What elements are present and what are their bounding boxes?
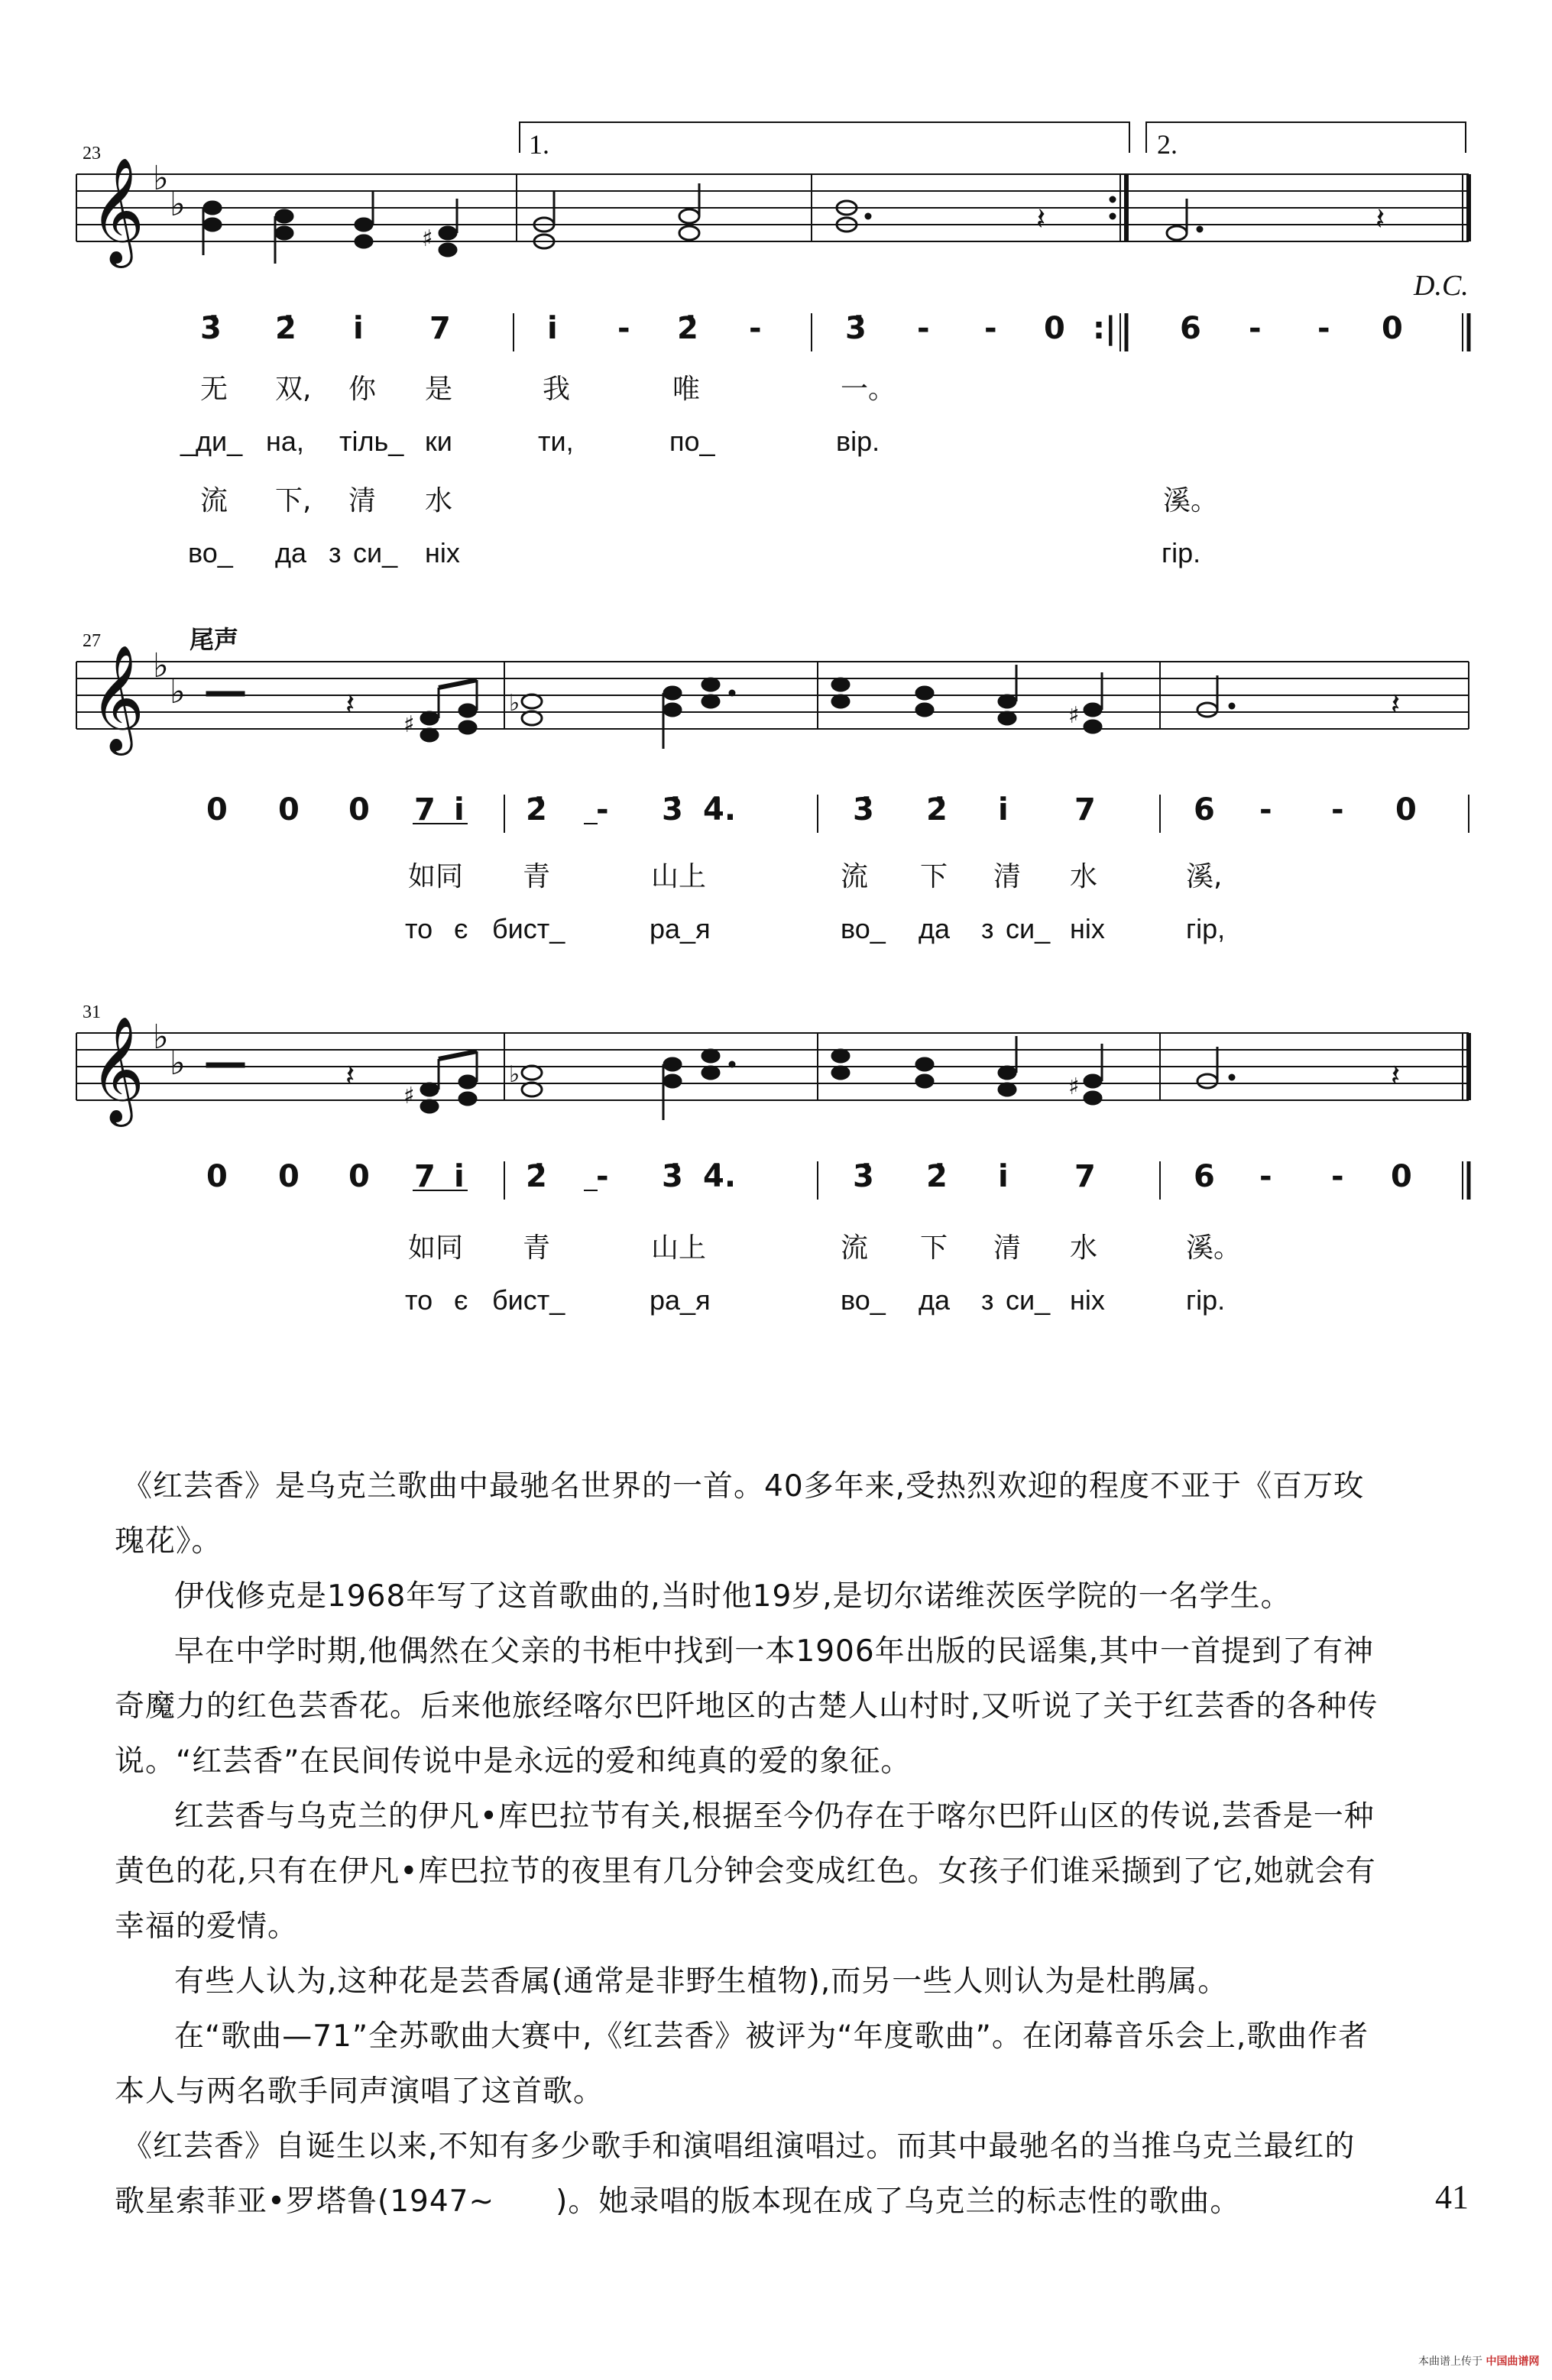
jianpu-note: 0: [278, 792, 300, 827]
svg-text:♭: ♭: [509, 1061, 520, 1088]
lyric: 唯: [672, 374, 701, 405]
article-text: [115, 1459, 1475, 2229]
paragraph: 伊伐修克是1968年写了这首歌曲的,当时他19岁,是切尔诺维茨医学院的一名学生。: [174, 1579, 1291, 1614]
paragraph: 瑰花》。: [115, 1524, 222, 1559]
paragraph: 红芸香与乌克兰的伊凡•库巴拉节有关,根据至今仍存在于喀尔巴阡山区的传说,芸香是一种: [174, 1799, 1375, 1834]
paragraph: 早在中学时期,他偶然在父亲的书柜中找到一本1906年出版的民谣集,其中一首提到了有神: [174, 1634, 1375, 1669]
lyric: з: [981, 913, 994, 944]
lyric: то: [405, 913, 433, 944]
jianpu-note: 0: [348, 1159, 370, 1194]
lyric: да: [919, 1284, 951, 1316]
jianpu-note: 7: [1074, 1159, 1096, 1194]
lyric: ти,: [538, 426, 574, 457]
paragraph: 黄色的花,只有在伊凡•库巴拉节的夜里有几分钟会变成红色。女孩子们谁采撷到了它,她就会有: [115, 1854, 1376, 1889]
jianpu-note: 2̇: [526, 1159, 547, 1194]
jianpu-note: 0: [1395, 792, 1417, 827]
svg-text:𝄽: 𝄽: [345, 687, 355, 722]
lyric: 水: [1070, 1232, 1098, 1264]
lyric: 下: [920, 1232, 948, 1264]
jianpu-note: 3̇: [853, 792, 874, 827]
volta-1-label: 1.: [529, 129, 549, 160]
paragraph: 有些人认为,这种花是芸香属(通常是非野生植物),而另一些人则认为是杜鹃属。: [174, 1964, 1229, 1999]
lyric: 青: [523, 861, 551, 892]
jianpu-dash: -: [984, 311, 997, 346]
lyric: 流: [200, 485, 228, 516]
jianpu-note: 7: [414, 792, 436, 827]
jianpu-note: 3̇: [853, 1159, 874, 1194]
dc-marking: D.C.: [1414, 270, 1469, 302]
volta-2-label: 2.: [1157, 129, 1178, 160]
jianpu-note: i̇: [998, 1159, 1009, 1194]
jianpu-note: 3̇: [662, 792, 683, 827]
paragraph: 本人与两名歌手同声演唱了这首歌。: [115, 2074, 604, 2109]
lyric: 下,: [275, 485, 312, 516]
jianpu-note: 0: [1382, 311, 1403, 346]
jianpu-note: 2̇: [526, 792, 547, 827]
paragraph: 《红芸香》是乌克兰歌曲中最驰名世界的一首。40多年来,受热烈欢迎的程度不亚于《百万玫: [122, 1469, 1365, 1504]
jianpu-note: 6: [1194, 1159, 1215, 1194]
lyric: з: [981, 1284, 994, 1316]
lyric: 清: [993, 861, 1022, 892]
jianpu-note: 3̇: [200, 311, 222, 346]
lyric: во_: [841, 913, 886, 944]
svg-text:𝄽: 𝄽: [1036, 202, 1046, 237]
svg-text:♯: ♯: [403, 711, 415, 738]
jianpu-row-2: [0, 792, 1552, 840]
lyric: 水: [1070, 861, 1098, 892]
svg-text:♭: ♭: [153, 159, 169, 198]
svg-text:♭: ♭: [509, 690, 520, 717]
lyric: _ди_: [180, 426, 243, 457]
jianpu-note: 7: [414, 1159, 436, 1194]
jianpu-note: 2̇: [926, 792, 948, 827]
svg-text:♯: ♯: [1068, 702, 1080, 729]
jianpu-note: 0: [206, 1159, 228, 1194]
lyric: во_: [188, 537, 233, 568]
lyric: 山上: [651, 861, 707, 892]
jianpu-dash: -: [1249, 311, 1262, 346]
lyric: то: [405, 1284, 433, 1316]
lyric: 山上: [651, 1232, 707, 1264]
jianpu-note: 0: [1044, 311, 1065, 346]
svg-text:𝄽: 𝄽: [1375, 202, 1385, 237]
lyric: 溪。: [1163, 485, 1219, 516]
jianpu-note: 2̇: [926, 1159, 948, 1194]
lyric: ра_я: [650, 1284, 711, 1316]
lyric: 一。: [841, 374, 896, 405]
jianpu-dash: -: [1331, 1159, 1344, 1194]
jianpu-dash: -: [596, 1159, 609, 1194]
lyric: по_: [669, 426, 715, 457]
footer-brand: 中国曲谱网: [1486, 2356, 1540, 2368]
jianpu-dash: -: [617, 311, 630, 346]
lyric: 溪。: [1186, 1232, 1242, 1264]
lyric: є: [454, 913, 468, 944]
lyric: 我: [543, 374, 571, 405]
lyric: си_: [1006, 913, 1051, 944]
svg-text:♭: ♭: [170, 672, 186, 711]
jianpu-row-3: [0, 1161, 1552, 1207]
jianpu-note: 4̇.: [703, 792, 737, 827]
jianpu-dash: -: [596, 792, 609, 827]
svg-text:♯: ♯: [422, 225, 433, 252]
lyric: 如同: [408, 861, 464, 892]
jianpu-note: 3̇: [662, 1159, 683, 1194]
lyric: 是: [425, 374, 453, 405]
lyric: 下: [920, 861, 948, 892]
footer-watermark: [1418, 2353, 1539, 2369]
jianpu-note: 7: [429, 311, 451, 346]
svg-text:♯: ♯: [1068, 1073, 1080, 1100]
lyric: на,: [266, 426, 304, 457]
lyric: ра_я: [650, 913, 711, 944]
paragraph: 《红芸香》自诞生以来,不知有多少歌手和演唱组演唱过。而其中最驰名的当推乌克兰最红的: [122, 2129, 1356, 2164]
jianpu-note: 0: [206, 792, 228, 827]
svg-text:𝄞: 𝄞: [90, 1016, 144, 1122]
paragraph: 说。“红芸香”在民间传说中是永远的爱和纯真的爱的象征。: [115, 1744, 912, 1779]
paragraph: 奇魔力的红色芸香花。后来他旅经喀尔巴阡地区的古楚人山村时,又听说了关于红芸香的各种传: [115, 1689, 1379, 1724]
jianpu-row-1: [0, 313, 1552, 359]
svg-text:𝄞: 𝄞: [90, 157, 144, 264]
svg-text:𝄽: 𝄽: [1391, 1058, 1401, 1093]
paragraph: 在“歌曲—71”全苏歌曲大赛中,《红芸香》被评为“年度歌曲”。在闭幕音乐会上,歌曲作者: [174, 2019, 1369, 2054]
svg-text:♭: ♭: [170, 1044, 186, 1083]
jianpu-dash: -: [749, 311, 762, 346]
jianpu-note: 6: [1194, 792, 1215, 827]
svg-text:𝄽: 𝄽: [1391, 687, 1401, 722]
svg-text:𝄽: 𝄽: [345, 1058, 355, 1093]
jianpu-note: 0: [278, 1159, 300, 1194]
measure-number: 23: [83, 144, 101, 164]
jianpu-dash: -: [1317, 311, 1330, 346]
lyric: 溪,: [1186, 861, 1223, 892]
measure-number: 27: [83, 631, 101, 651]
jianpu-note: i̇: [998, 792, 1009, 827]
lyric: є: [454, 1284, 468, 1316]
lyric: тіль_: [339, 426, 404, 457]
lyric: 清: [348, 485, 377, 516]
page-number: 41: [1435, 2178, 1469, 2216]
svg-text:♭: ♭: [170, 185, 186, 224]
jianpu-note: 7: [1074, 792, 1096, 827]
lyric: 清: [993, 1232, 1022, 1264]
svg-text:𝄞: 𝄞: [90, 645, 144, 751]
svg-text:♯: ♯: [403, 1083, 415, 1109]
jianpu-note: i̇: [454, 792, 465, 827]
lyric: 青: [523, 1232, 551, 1264]
lyric: гір.: [1162, 537, 1201, 568]
lyric: си_: [353, 537, 398, 568]
jianpu-note: 2̇: [677, 311, 698, 346]
jianpu-note: i̇: [454, 1159, 465, 1194]
staff-system-1: [76, 122, 1469, 241]
jianpu-dash: -: [1259, 792, 1272, 827]
lyric: 双,: [275, 374, 312, 405]
lyric: 流: [841, 861, 869, 892]
lyric: бист_: [492, 1284, 565, 1316]
lyric: з: [329, 537, 342, 568]
jianpu-note: 0: [1391, 1159, 1412, 1194]
jianpu-dash: -: [917, 311, 930, 346]
repeat-sign: :|: [1093, 311, 1116, 346]
lyric: бист_: [492, 913, 565, 944]
jianpu-note: 0: [348, 792, 370, 827]
lyric: гір.: [1186, 1284, 1226, 1316]
lyric: да: [275, 537, 307, 568]
lyric: во_: [841, 1284, 886, 1316]
jianpu-dash: -: [1331, 792, 1344, 827]
lyric: ніх: [425, 537, 460, 568]
svg-text:♭: ♭: [153, 1018, 169, 1057]
staff-system-2: [76, 662, 1469, 729]
measure-number: 31: [83, 1002, 101, 1022]
lyric: 流: [841, 1232, 869, 1264]
paragraph: 歌星索菲亚•罗塔鲁(1947~ )。她录唱的版本现在成了乌克兰的标志性的歌曲。: [115, 2184, 1241, 2219]
lyric: 你: [348, 374, 377, 405]
lyric: ки: [425, 426, 452, 457]
lyric: 如同: [408, 1232, 464, 1264]
staff-system-3: [76, 1033, 1469, 1100]
lyric: гір,: [1186, 913, 1226, 944]
section-label: 尾声: [190, 625, 239, 654]
jianpu-note: 2̇: [275, 311, 296, 346]
jianpu-note: 4̇.: [703, 1159, 737, 1194]
jianpu-note: 6: [1180, 311, 1201, 346]
lyric: да: [919, 913, 951, 944]
svg-text:♭: ♭: [153, 646, 169, 685]
jianpu-note: i̇: [353, 311, 364, 346]
lyric: ніх: [1070, 1284, 1105, 1316]
lyric: 水: [425, 485, 453, 516]
lyric: 无: [200, 374, 228, 405]
footer-prefix: 本曲谱上传于: [1418, 2356, 1482, 2368]
paragraph: 幸福的爱情。: [115, 1909, 299, 1944]
lyric: вір.: [836, 426, 880, 457]
lyric: си_: [1006, 1284, 1051, 1316]
jianpu-note: i̇: [547, 311, 558, 346]
jianpu-note: 3̇: [845, 311, 867, 346]
jianpu-dash: -: [1259, 1159, 1272, 1194]
lyric: ніх: [1070, 913, 1105, 944]
